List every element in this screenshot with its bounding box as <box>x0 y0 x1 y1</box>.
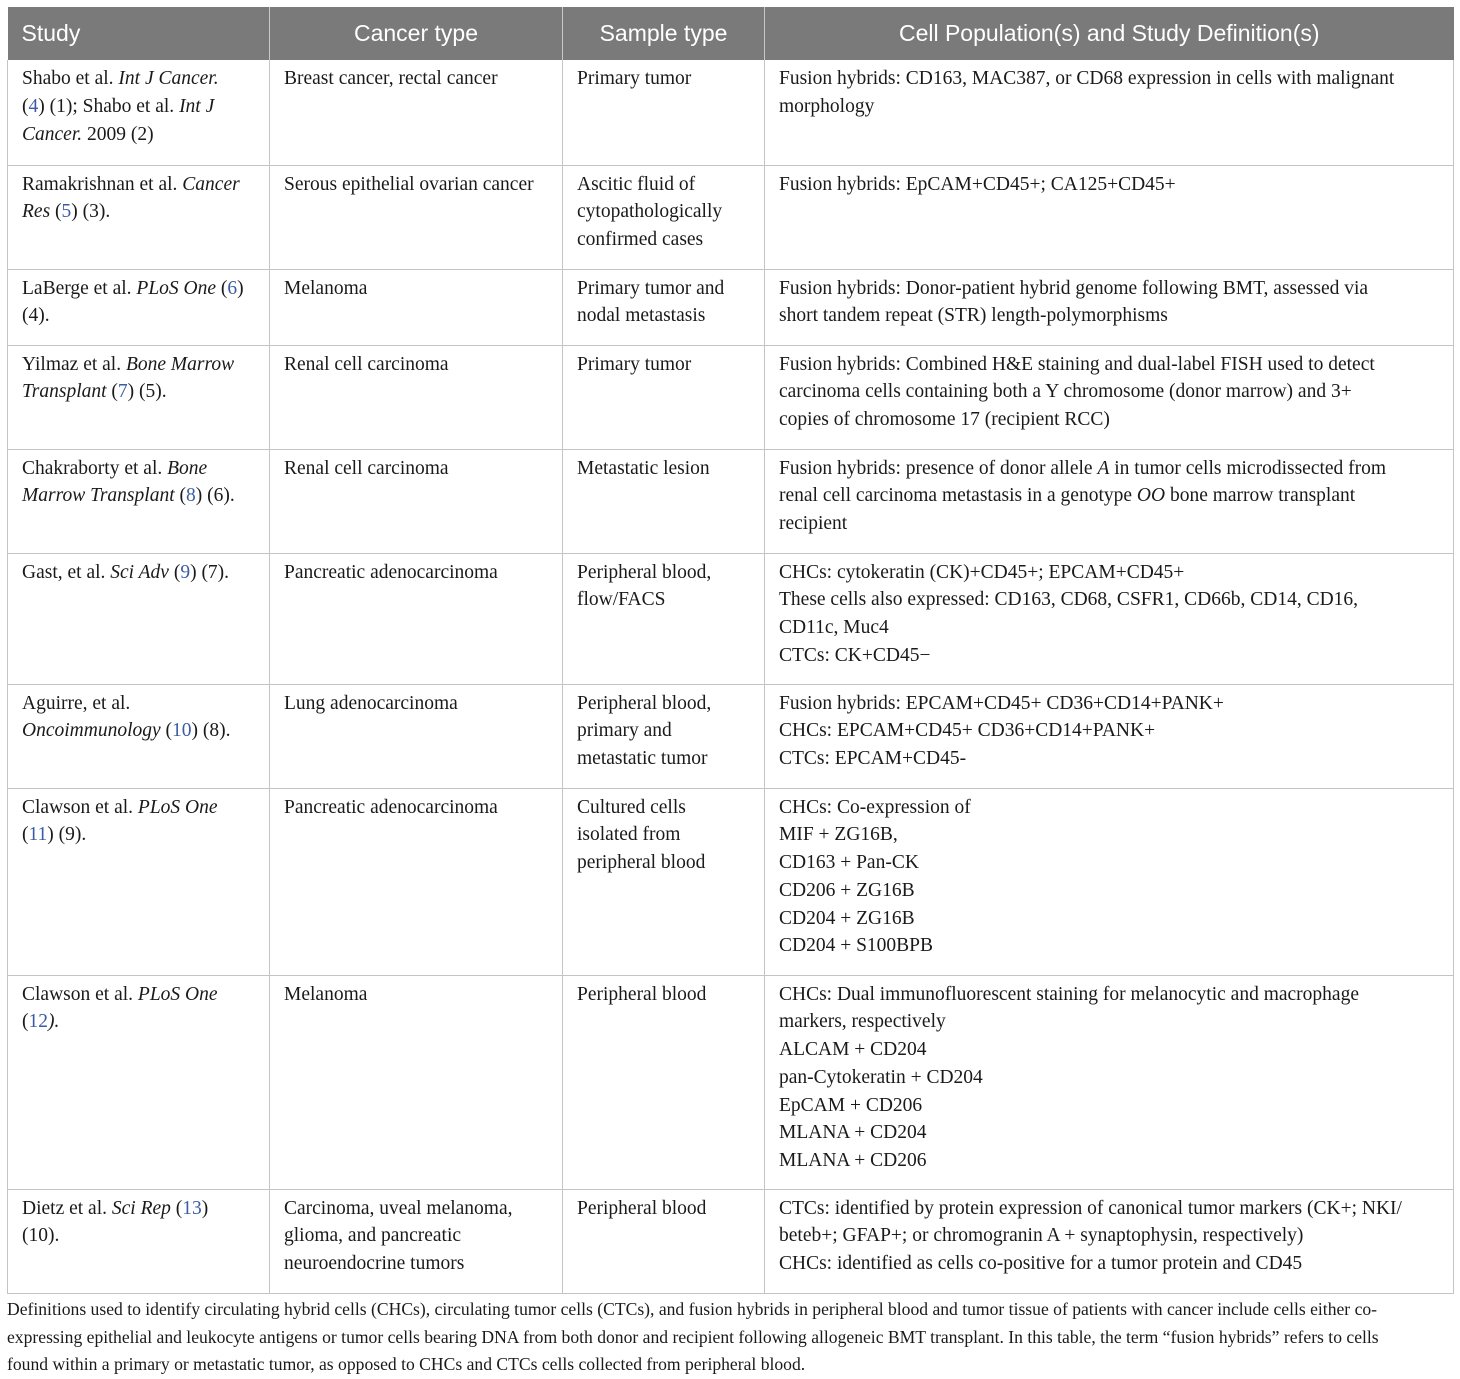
footnote-line: found within a primary or metastatic tumor, as opposed to CHCs and CTCs cells collected from peripheral blood. <box>7 1354 806 1375</box>
table-row <box>8 449 1454 553</box>
data-table-container <box>7 7 1453 1294</box>
reference-link[interactable]: 8 <box>186 485 196 507</box>
study-cell: Ramakrishnan et al. Cancer Res (5) (3). <box>8 165 270 269</box>
cancer-type-cell: Melanoma <box>270 975 563 1189</box>
header-cell-population: Cell Population(s) and Study Definition(s) <box>765 7 1454 60</box>
definition-cell: CHCs: Co-expression of MIF + ZG16B, CD163 + Pan-CK CD206 + ZG16B CD204 + ZG16B CD204 + S100BPB <box>765 788 1454 975</box>
definition-cell: CHCs: Dual immunofluorescent staining for melanocytic and macrophage markers, respectively ALCAM + CD204 pan-Cytokeratin + CD204 EpCAM + CD206 MLANA + CD204 MLANA + CD206 <box>765 975 1454 1189</box>
table-footnote <box>7 1296 1453 1379</box>
table-row <box>8 60 1454 165</box>
reference-link[interactable]: 5 <box>61 201 72 223</box>
definition-cell: Fusion hybrids: Donor-patient hybrid genome following BMT, assessed via short tandem repeat (STR) length-polymorphisms <box>765 269 1454 345</box>
table-row <box>8 788 1454 975</box>
footnote-line: expressing epithelial and leukocyte antigens or tumor cells bearing DNA from both donor and recipient following allogeneic BMT transplant. In this table, the term “fusion hybrids” refers to cells <box>7 1326 1379 1347</box>
header-sample-type: Sample type <box>563 7 765 60</box>
reference-link[interactable]: 13 <box>182 1197 202 1219</box>
header-study: Study <box>8 7 270 60</box>
cancer-type-cell: Serous epithelial ovarian cancer <box>270 165 563 269</box>
sample-type-cell: Primary tumor and nodal metastasis <box>563 269 765 345</box>
table-row <box>8 269 1454 345</box>
study-cell: Yilmaz et al. Bone Marrow Transplant (7) (5). <box>8 345 270 449</box>
definition-cell: CHCs: cytokeratin (CK)+CD45+; EPCAM+CD45+ These cells also expressed: CD163, CD68, CSFR1, CD66b, CD14, CD16, CD11c, Muc4 CTCs: CK+CD45− <box>765 553 1454 684</box>
sample-type-cell: Peripheral blood, flow/FACS <box>563 553 765 684</box>
table-row <box>8 553 1454 684</box>
sample-type-cell: Primary tumor <box>563 345 765 449</box>
definition-cell: CTCs: identified by protein expression of canonical tumor markers (CK+; NKI/ beteb+; GFAP+; or chromogranin A + synaptophysin, respectively) CHCs: identified as cells co-positive for a tumor protein and CD45 <box>765 1189 1454 1293</box>
study-cell: LaBerge et al. PLoS One (6) (4). <box>8 269 270 345</box>
study-cell: Dietz et al. Sci Rep (13) (10). <box>8 1189 270 1293</box>
table-row <box>8 165 1454 269</box>
cancer-type-cell: Lung adenocarcinoma <box>270 684 563 788</box>
study-cell: Shabo et al. Int J Cancer. (4) (1); Shabo et al. Int J Cancer. 2009 (2) <box>8 60 270 165</box>
cancer-type-cell: Renal cell carcinoma <box>270 449 563 553</box>
definition-cell: Fusion hybrids: EPCAM+CD45+ CD36+CD14+PANK+ CHCs: EPCAM+CD45+ CD36+CD14+PANK+ CTCs: EPCAM+CD45- <box>765 684 1454 788</box>
sample-type-cell: Cultured cells isolated from peripheral blood <box>563 788 765 975</box>
sample-type-cell: Peripheral blood, primary and metastatic tumor <box>563 684 765 788</box>
header-cancer-type: Cancer type <box>270 7 563 60</box>
study-cell: Gast, et al. Sci Adv (9) (7). <box>8 553 270 684</box>
study-cell: Aguirre, et al. Oncoimmunology (10) (8). <box>8 684 270 788</box>
cancer-type-cell: Melanoma <box>270 269 563 345</box>
study-cell: Clawson et al. PLoS One (11) (9). <box>8 788 270 975</box>
table-row <box>8 684 1454 788</box>
reference-link[interactable]: 4 <box>28 95 39 117</box>
cancer-type-cell: Breast cancer, rectal cancer <box>270 60 563 165</box>
definition-cell: Fusion hybrids: presence of donor allele A in tumor cells microdissected from renal cell carcinoma metastasis in a genotype OO bone marrow transplant recipient <box>765 449 1454 553</box>
cancer-type-cell: Pancreatic adenocarcinoma <box>270 553 563 684</box>
definition-cell: Fusion hybrids: CD163, MAC387, or CD68 expression in cells with malignant morphology <box>765 60 1454 165</box>
cancer-type-cell: Renal cell carcinoma <box>270 345 563 449</box>
reference-link[interactable]: 9 <box>180 561 191 583</box>
sample-type-cell: Primary tumor <box>563 60 765 165</box>
sample-type-cell: Peripheral blood <box>563 1189 765 1293</box>
reference-link[interactable]: 10 <box>172 720 192 742</box>
table-row <box>8 1189 1454 1293</box>
cancer-type-cell: Pancreatic adenocarcinoma <box>270 788 563 975</box>
table-row <box>8 345 1454 449</box>
table-row <box>8 975 1454 1189</box>
study-cell: Clawson et al. PLoS One (12). <box>8 975 270 1189</box>
cancer-type-cell: Carcinoma, uveal melanoma, glioma, and pancreatic neuroendocrine tumors <box>270 1189 563 1293</box>
definition-cell: Fusion hybrids: EpCAM+CD45+; CA125+CD45+ <box>765 165 1454 269</box>
sample-type-cell: Peripheral blood <box>563 975 765 1189</box>
table-header-row <box>8 7 1454 60</box>
reference-link[interactable]: 12 <box>28 1011 48 1033</box>
reference-link[interactable]: 6 <box>227 277 238 299</box>
study-cell: Chakraborty et al. Bone Marrow Transplant (8) (6). <box>8 449 270 553</box>
sample-type-cell: Metastatic lesion <box>563 449 765 553</box>
footnote-line: Definitions used to identify circulating hybrid cells (CHCs), circulating tumor cells (CTCs), and fusion hybrids in peripheral blood and tumor tissue of patients with cancer include cells either co- <box>7 1299 1378 1319</box>
reference-link[interactable]: 11 <box>28 824 48 846</box>
definition-cell: Fusion hybrids: Combined H&E staining and dual-label FISH used to detect carcinoma cells containing both a Y chromosome (donor marrow) and 3+ copies of chromosome 17 (recipient RCC) <box>765 345 1454 449</box>
reference-link[interactable]: 7 <box>117 381 128 403</box>
study-definitions-table <box>7 7 1454 1294</box>
sample-type-cell: Ascitic fluid of cytopathologically confirmed cases <box>563 165 765 269</box>
